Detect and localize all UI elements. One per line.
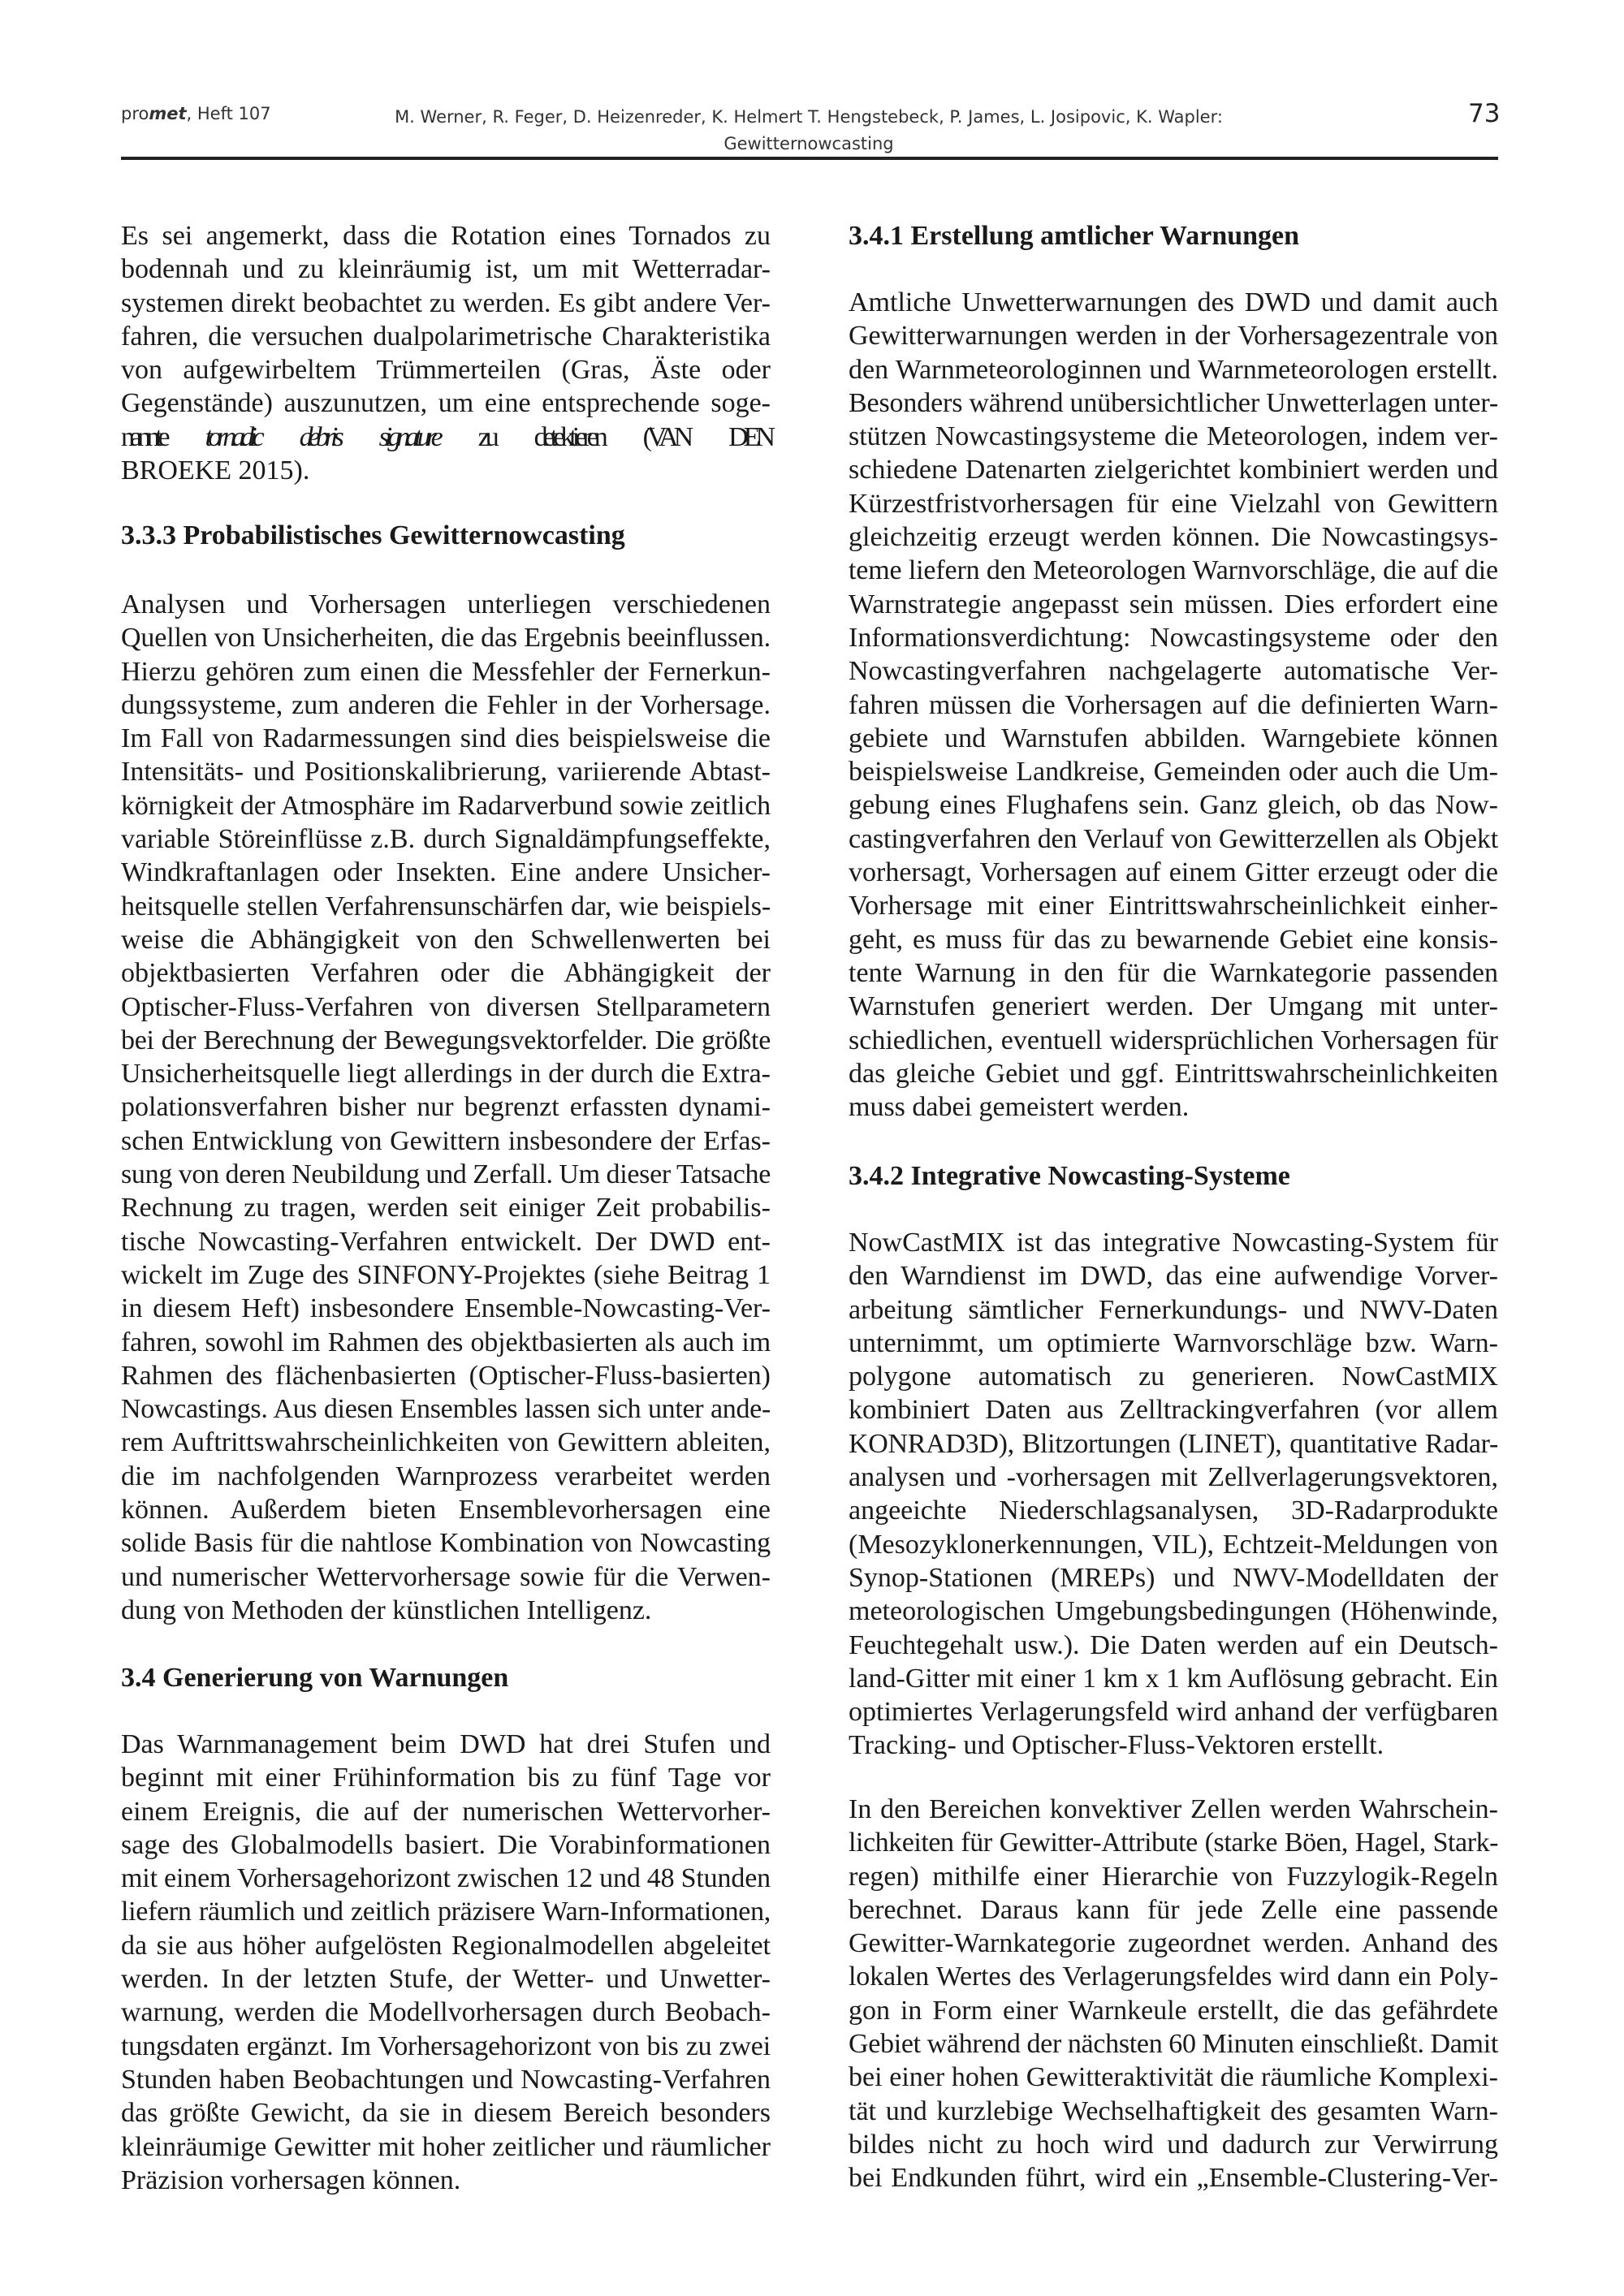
text-line: teme liefern den Meteorologen Warnvorschläge, die auf die: [849, 555, 1498, 586]
text-line: rem Auftrittswahrscheinlichkeiten von Gewittern ableiten,: [121, 1427, 771, 1458]
paragraph: [849, 1226, 1498, 1763]
text-line: bei einer hohen Gewitteraktivität die räumliche Komplexi-: [849, 2062, 1498, 2093]
text-line: polationsverfahren bisher nur begrenzt erfassten dynami-: [121, 1092, 771, 1123]
text-line: in diesem Heft) insbesondere Ensemble-Nowcasting-Ver-: [121, 1293, 771, 1324]
text-line: land-Gitter mit einer 1 km x 1 km Auflösung gebracht. Ein: [849, 1663, 1498, 1694]
text-line: meteorologischen Umgebungsbedingungen (Höhenwinde,: [849, 1596, 1498, 1627]
text-line: Im Fall von Radarmessungen sind dies beispielsweise die: [121, 723, 771, 754]
text-line: den Warndienst im DWD, das eine aufwendige Vorver-: [849, 1261, 1498, 1292]
text-line: tungsdaten ergänzt. Im Vorhersagehorizont von bis zu zwei: [121, 2031, 771, 2061]
text-line: angeeichte Niederschlagsanalysen, 3D-Radarprodukte: [849, 1495, 1498, 1526]
text-line: Unsicherheitsquelle liegt allerdings in der durch die Extra-: [121, 1059, 771, 1090]
text-line: Synop-Stationen (MREPs) und NWV-Modelldaten der: [849, 1562, 1498, 1593]
text-line: können. Außerdem bieten Ensemblevorhersagen eine: [121, 1495, 771, 1526]
text-line: Rechnung zu tragen, werden seit einiger Zeit probabilis-: [121, 1193, 771, 1224]
section-heading-3-4-1: 3.4.1 Erstellung amtlicher Warnungen: [849, 221, 1300, 251]
text-line: Informationsverdichtung: Nowcastingsysteme oder den: [849, 622, 1498, 653]
text-line: fahren, sowohl im Rahmen des objektbasierten als auch im: [121, 1327, 771, 1357]
text-line: dung von Methoden der künstlichen Intelligenz.: [121, 1595, 652, 1625]
issue-number: , Heft 107: [186, 104, 271, 123]
text-line: warnung, werden die Modellvorhersagen durch Beobach-: [121, 1997, 771, 2028]
text-line: In den Bereichen konvektiver Zellen werden Wahrschein-: [849, 1794, 1498, 1824]
text-line: sung von deren Neubildung und Zerfall. Um dieser Tatsache: [121, 1159, 771, 1190]
journal-name-bold: met: [149, 104, 187, 123]
text-line: BROEKE 2015).: [121, 455, 310, 486]
text-line: polygone automatisch zu generieren. NowCastMIX: [849, 1362, 1498, 1392]
text-line: castingverfahren den Verlauf von Gewitterzellen als Objekt: [849, 823, 1498, 854]
text-line: Gebiet während der nächsten 60 Minuten einschließt. Damit: [849, 2029, 1498, 2060]
authors: M. Werner, R. Feger, D. Heizenreder, K. Helmert T. Hengstebeck, P. James, L. Josipovic, K. Wapler:: [395, 107, 1223, 127]
text-line: Windkraftanlagen oder Insekten. Eine andere Unsicher-: [121, 857, 771, 888]
text-line: fahren müssen die Vorhersagen auf die definierten Warn-: [849, 689, 1498, 720]
section-heading-3-4: 3.4 Generierung von Warnungen: [121, 1663, 509, 1693]
text-line: tente Warnung in den für die Warnkategorie passenden: [849, 957, 1498, 988]
text-line: muss dabei gemeistert werden.: [849, 1092, 1190, 1123]
text-line: Nowcastingverfahren nachgelagerte automatische Ver-: [849, 656, 1498, 687]
text-line: beginnt mit einer Frühinformation bis zu fünf Tage vor: [121, 1763, 771, 1793]
text-line: geht, es muss für das zu bewarnende Gebiet eine konsis-: [849, 924, 1498, 955]
running-header: [376, 104, 1242, 158]
text-line: regen) mithilfe einer Hierarchie von Fuzzylogik-Regeln: [849, 1861, 1498, 1892]
article-title: Gewitternowcasting: [723, 134, 894, 153]
text-line: objektbasierten Verfahren oder die Abhängigkeit der: [121, 958, 771, 989]
text-line: körnigkeit der Atmosphäre im Radarverbund sowie zeitlich: [121, 790, 771, 821]
paragraph: [121, 219, 771, 487]
text-segment: nannte: [121, 421, 205, 452]
text-line: tische Nowcasting-Verfahren entwickelt. Der DWD ent-: [121, 1226, 771, 1257]
text-line: Es sei angemerkt, dass die Rotation eines Tornados zu: [121, 221, 771, 251]
text-line: stützen Nowcastingsysteme die Meteorologen, indem ver-: [849, 421, 1498, 452]
text-line: optimiertes Verlagerungsfeld wird anhand der verfügbaren: [849, 1697, 1498, 1728]
text-line: Kürzestfristvorhersagen für eine Vielzahl von Gewittern: [849, 488, 1498, 519]
text-line: NowCastMIX ist das integrative Nowcasting-System für: [849, 1228, 1498, 1258]
text-line: mit einem Vorhersagehorizont zwischen 12 und 48 Stunden: [121, 1863, 771, 1894]
text-line: von aufgewirbeltem Trümmerteilen (Gras, Äste oder: [121, 355, 771, 386]
text-line: und numerischer Wettervorhersage sowie für die Verwen-: [121, 1561, 771, 1592]
text-line: Besonders während unübersichtlicher Unwetterlagen unter-: [849, 387, 1498, 418]
text-line: gebiete und Warnstufen abbilden. Warngebiete können: [849, 723, 1498, 753]
paragraph: [121, 1728, 771, 2197]
paragraph: [121, 588, 771, 1627]
section-heading-3-3-3: 3.3.3 Probabilistisches Gewitternowcasting: [121, 520, 625, 550]
text-line: Analysen und Vorhersagen unterliegen verschiedenen: [121, 589, 771, 619]
text-line: Präzision vorhersagen können.: [121, 2164, 461, 2195]
text-line: Quellen von Unsicherheiten, die das Ergebnis beeinflussen.: [121, 623, 771, 654]
paragraph: [849, 1793, 1498, 2195]
text-line: Hierzu gehören zum einen die Messfehler der Fernerkun-: [121, 656, 771, 687]
text-line: gebung eines Flughafens sein. Ganz gleich, ob das Now-: [849, 790, 1498, 821]
text-line: schiedlichen, eventuell widersprüchlichen Vorhersagen für: [849, 1025, 1498, 1055]
journal-issue: [121, 104, 271, 123]
text-line: Nowcastings. Aus diesen Ensembles lassen sich unter ande-: [121, 1394, 771, 1425]
text-line: vorhersagt, Vorhersagen auf einem Gitter erzeugt oder die: [849, 857, 1498, 888]
text-line: gleichzeitig erzeugt werden können. Die Nowcastingsys-: [849, 522, 1498, 553]
text-line: werden. In der letzten Stufe, der Wetter- und Unwetter-: [121, 1964, 771, 1995]
paragraph: [849, 286, 1498, 1124]
text-line: Rahmen des flächenbasierten (Optischer-Fluss-basierten): [121, 1360, 771, 1391]
text-line: kombiniert Daten aus Zelltrackingverfahren (vor allem: [849, 1395, 1498, 1426]
text-line: die im nachfolgenden Warnprozess verarbeitet werden: [121, 1461, 771, 1491]
text-segment: zu detektieren (VAN DEN: [438, 421, 771, 452]
text-line: solide Basis für die nahtlose Kombination von Nowcasting: [121, 1528, 771, 1559]
text-line: bodennah und zu kleinräumig ist, um mit Wetterradar-: [121, 254, 771, 285]
text-line: (Mesozyklonerkennungen, VIL), Echtzeit-Meldungen von: [849, 1529, 1498, 1560]
text-line: bei der Berechnung der Bewegungsvektorfelder. Die größte: [121, 1025, 771, 1055]
text-line: lokalen Wertes des Verlagerungsfeldes wird dann ein Poly-: [849, 1962, 1498, 1992]
text-line: fahren, die versuchen dualpolarimetrische Charakteristika: [121, 321, 771, 352]
text-line: liefern räumlich und zeitlich präzisere Warn-Informationen,: [121, 1897, 771, 1927]
text-line: schen Entwicklung von Gewittern insbesondere der Erfas-: [121, 1125, 771, 1156]
text-line: tät und kurzlebige Wechselhaftigkeit des gesamten Warn-: [849, 2095, 1498, 2126]
header-rule: [121, 157, 1498, 160]
text-line: berechnet. Daraus kann für jede Zelle eine passende: [849, 1894, 1498, 1925]
text-line: Gegenstände) auszunutzen, um eine entsprechende soge-: [121, 388, 771, 419]
text-line: Amtliche Unwetterwarnungen des DWD und damit auch: [849, 287, 1498, 317]
text-line: Intensitäts- und Positionskalibrierung, variierende Abtast-: [121, 757, 771, 788]
text-line: weise die Abhängigkeit von den Schwellenwerten bei: [121, 924, 771, 955]
italic-term: tornadic debris signature: [205, 421, 438, 452]
text-line: den Warnmeteorologinnen und Warnmeteorologen erstellt.: [849, 354, 1498, 385]
text-line: wickelt im Zuge des SINFONY-Projektes (siehe Beitrag 1: [121, 1259, 771, 1290]
text-line: gon in Form einer Warnkeule erstellt, die das gefährdete: [849, 1995, 1498, 2026]
text-line: bei Endkunden führt, wird ein „Ensemble-Clustering-Ver-: [849, 2163, 1498, 2194]
text-line: das gleiche Gebiet und ggf. Eintrittswahrscheinlichkeiten: [849, 1058, 1498, 1089]
text-line: schiedene Datenarten zielgerichtet kombiniert werden und: [849, 455, 1498, 486]
text-line: Feuchtegehalt usw.). Die Daten werden auf ein Deutsch-: [849, 1629, 1498, 1660]
text-line: unternimmt, um optimierte Warnvorschläge bzw. Warn-: [849, 1327, 1498, 1358]
text-line: Gewitterwarnungen werden in der Vorhersagezentrale von: [849, 321, 1498, 352]
section-heading-3-4-2: 3.4.2 Integrative Nowcasting-Systeme: [849, 1161, 1290, 1191]
text-line: Warnstrategie angepasst sein müssen. Dies erfordert eine: [849, 589, 1498, 619]
text-line: beispielsweise Landkreise, Gemeinden oder auch die Um-: [849, 757, 1498, 788]
text-line: Stunden haben Beobachtungen und Nowcasting-Verfahren: [121, 2064, 771, 2095]
text-line: analysen und -vorhersagen mit Zellverlagerungsvektoren,: [849, 1462, 1498, 1493]
text-line: lichkeiten für Gewitter-Attribute (starke Böen, Hagel, Stark-: [849, 1828, 1498, 1858]
text-line: Optischer-Fluss-Verfahren von diversen Stellparametern: [121, 991, 771, 1022]
text-line: variable Störeinflüsse z.B. durch Signaldämpfungseffekte,: [121, 824, 771, 855]
text-line: kleinräumige Gewitter mit hoher zeitlicher und räumlicher: [121, 2131, 771, 2162]
text-line: Warnstufen generiert werden. Der Umgang mit unter-: [849, 991, 1498, 1022]
text-line: Gewitter-Warnkategorie zugeordnet werden. Anhand des: [849, 1928, 1498, 1959]
text-line: sage des Globalmodells basiert. Die Vorabinformationen: [121, 1829, 771, 1860]
text-line: heitsquelle stellen Verfahrensunschärfen dar, wie beispiels-: [121, 891, 771, 921]
text-line: systemen direkt beobachtet zu werden. Es gibt andere Ver-: [121, 287, 771, 318]
text-line: KONRAD3D), Blitzortungen (LINET), quantitative Radar-: [849, 1428, 1498, 1459]
text-line: [121, 421, 771, 454]
journal-name-prefix: pro: [121, 104, 149, 123]
text-line: Das Warnmanagement beim DWD hat drei Stufen und: [121, 1729, 771, 1759]
text-line: da sie aus höher aufgelösten Regionalmodellen abgeleitet: [121, 1930, 771, 1961]
text-line: Vorhersage mit einer Eintrittswahrscheinlichkeit einher-: [849, 891, 1498, 921]
text-line: dungssysteme, zum anderen die Fehler in der Vorhersage.: [121, 689, 771, 720]
text-line: Tracking- und Optischer-Fluss-Vektoren erstellt.: [849, 1730, 1384, 1761]
text-line: arbeitung sämtlicher Fernerkundungs- und NWV-Daten: [849, 1294, 1498, 1325]
text-line: bildes nicht zu hoch wird und dadurch zur Verwirrung: [849, 2129, 1498, 2160]
page-number: 73: [1468, 99, 1501, 128]
text-line: einem Ereignis, die auf der numerischen Wettervorher-: [121, 1796, 771, 1827]
text-line: das größte Gewicht, da sie in diesem Bereich besonders: [121, 2098, 771, 2129]
